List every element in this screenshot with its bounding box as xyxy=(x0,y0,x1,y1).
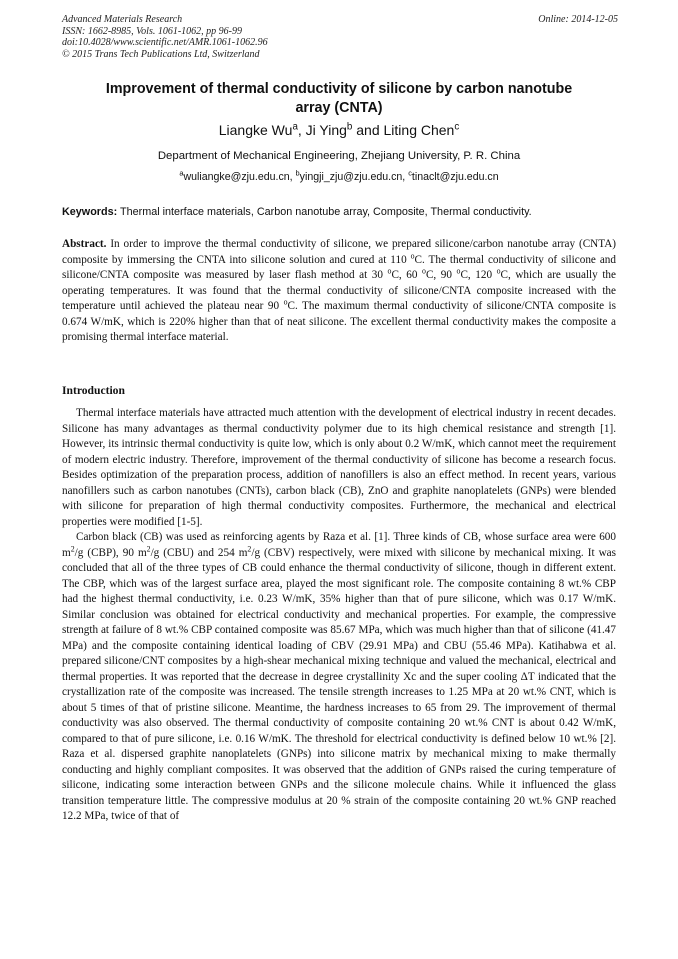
affiliation: Department of Mechanical Engineering, Zhejiang University, P. R. China xyxy=(157,150,521,162)
author-name: Ji Ying xyxy=(305,122,347,138)
abstract-label: Abstract. xyxy=(62,238,107,250)
copyright-line: © 2015 Trans Tech Publications Ltd, Switzerland xyxy=(62,48,260,60)
keywords xyxy=(62,205,618,219)
abstract-text: In order to improve the thermal conductivity of silicone, we prepared silicone/carbon nanotube array (CNTA) composite by immersing the CNTA into silicone solution and cured at 110 xyxy=(62,238,616,266)
degree-mark: o xyxy=(456,266,461,276)
degree-mark: o xyxy=(422,266,426,276)
title-line-1: Improvement of thermal conductivity of silicone by carbon nanotube xyxy=(105,81,573,97)
email-link[interactable]: wuliangke@zju.edu.cn, xyxy=(183,171,296,183)
introduction-body xyxy=(62,406,616,825)
abstract-text: C. The thermal conductivity of silicone and silicone/CNTA composite was measured by laser flash method at 30 xyxy=(62,253,616,281)
abstract-text: C. The maximum thermal conductivity of silicone/CNTA composite is 0.674 W/mK, which is 220% higher than that of neat silicone. The excellent thermal conductivity makes the composite a promising thermal interface material. xyxy=(62,300,616,343)
author-separator: and xyxy=(352,122,384,138)
abstract-text: C, 120 xyxy=(460,269,497,281)
journal-header xyxy=(62,14,618,60)
superscript: 2 xyxy=(70,543,75,553)
email-marker: b xyxy=(295,168,300,178)
email-marker: c xyxy=(408,168,412,178)
paragraph: Thermal interface materials have attracted much attention with the development of electrical industry in recent decades. Silicone has many advantages as thermal conductivity polymer due to its high chemical resistance and strength [1]. However, its intrinsic thermal conductivity is quite low, which is only about 0.2 W/mK, which cannot meet the requirement of modern electric industry. Therefore, improvement of the thermal conductivity of silicone has become a research focus. Besides optimization of the preparation process, addition of nanofillers is also an effect method. In recent years, various nanofillers such as carbon nanotubes (CNTs), carbon black (CB), ZnO and graphite nanoplatelets (GNPs) were blended with silicone for preparation of high thermal conductivity composites. Furthermore, the mechanical and electrical properties were modified [1-5]. xyxy=(62,407,616,528)
degree-mark: o xyxy=(283,297,288,307)
author-separator: , xyxy=(297,122,306,138)
paragraph-text: /g (CBV) respectively, were mixed with silicone by mechanical mixing. It was concluded that all of the three types of CB could enhance the thermal conductivity of silicone, though in different extent. The CBP, which was of the largest surface area, played the most significant role. The composite containing 8 wt.% CBP had the highest thermal conductivity, i.e. 0.23 W/mK, 35% higher than that of pure silicone, which was 0.17 W/mK. Similar conclusion was obtained for electrical conductivity and mechanical properties. For example, the compressive strength at failure of 8 wt.% CBP contained composite was 85.67 MPa, which was much higher than that of silicone (41.47 MPa) and the composite containing identical loading of CBV (29.91 MPa) and CBU (55.46 MPa). Katihabwa et al. prepared silicone/CNT composites by a high-shear mechanical mixing technique and valued the mechanical, electrical and thermal properties. It was reported that the decrease in degree crystallinity Xc and the super cooling ΔT indicated that the crystallization rate of the composite was increased. The tensile strength increases to 1.25 MPa at 20 wt.% CNT, which is about 5 times of that of pristine silicone. Meantime, the hardness increases to 65 from 29. The improvement of thermal conductivity was also observed. The thermal conductivity of composite containing 20 wt.% CNT is about 0.42 W/mK, compared to that of pure silicone, i.e. 0.16 W/mK. The threshold for electrical conductivity is defined below 10 wt.% [2]. Raza et al. dispersed graphite nanoplatelets (GNPs) into silicone matrix by mechanical mixing to make thermally conducting and highly compliant composites. It was observed that the addition of GNPs raised the curing temperature of silicone, indicating some interaction between GNPs and the silicone molecule chains. While it influenced the glass transition temperature little. The compressive modulus at 20 % strain of the composite containing 20 wt.% GNP reached 12.2 MPa, twice of that of xyxy=(62,546,616,822)
paragraph xyxy=(62,530,616,825)
email-link[interactable]: tinaclt@zju.edu.cn xyxy=(411,171,499,183)
author-marker: b xyxy=(346,121,353,133)
journal-name: Advanced Materials Research xyxy=(62,14,183,25)
superscript: 2 xyxy=(247,543,252,553)
keywords-text: Thermal interface materials, Carbon nanotube array, Composite, Thermal conductivity. xyxy=(117,206,532,218)
abstract-text: C, which are usually the operating temperatures. It was found that the thermal conductivity of silicone/CNTA composite increased with the temperature until achieved the plateau near 90 xyxy=(62,269,616,312)
email-marker: a xyxy=(179,168,184,178)
author-name: Liangke Wu xyxy=(218,122,293,138)
issn-line: ISSN: 1662-8985, Vols. 1061-1062, pp 96-99 xyxy=(62,25,242,37)
degree-mark: o xyxy=(387,266,392,276)
abstract xyxy=(62,237,616,346)
section-heading-introduction: Introduction xyxy=(62,384,125,397)
paper-title xyxy=(62,80,616,118)
keywords-label: Keywords: xyxy=(62,206,118,218)
email-link[interactable]: yingji_zju@zju.edu.cn, xyxy=(299,171,409,183)
author-name: Liting Chen xyxy=(383,122,455,138)
superscript: 2 xyxy=(146,543,151,553)
abstract-text: C, 60 xyxy=(391,269,423,281)
paragraph-text: /g (CBU) and 254 m xyxy=(150,546,248,559)
online-date: Online: 2014-12-05 xyxy=(538,14,618,25)
paragraph-text: Carbon black (CB) was used as reinforcing agents by Raza et al. [1]. Three kinds of CB, whose surface area were 600 m xyxy=(62,531,616,559)
paragraph-text: /g (CBP), 90 m xyxy=(74,546,147,559)
abstract-text: C, 90 xyxy=(425,269,457,281)
title-line-2: array (CNTA) xyxy=(295,100,383,116)
doi-line: doi:10.4028/www.scientific.net/AMR.1061-1062.96 xyxy=(62,37,268,49)
author-marker: c xyxy=(454,121,460,133)
author-marker: a xyxy=(292,121,298,133)
email-list xyxy=(62,170,616,184)
degree-mark: o xyxy=(410,250,415,260)
degree-mark: o xyxy=(496,266,501,276)
author-list xyxy=(62,121,616,139)
